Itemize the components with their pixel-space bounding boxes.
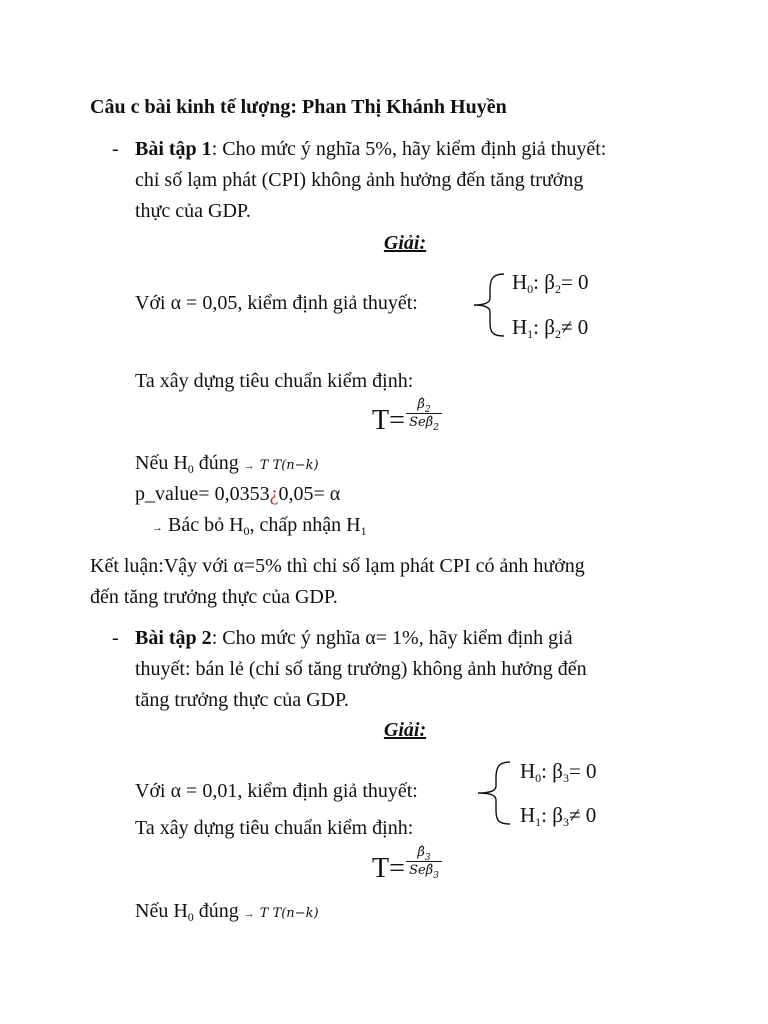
fraction-denominator: $Se\betâ_3$ bbox=[409, 863, 439, 881]
h0-letter: H bbox=[512, 270, 528, 294]
h0-sub: 0 bbox=[527, 282, 534, 296]
hypothesis-h1-1 bbox=[512, 315, 589, 341]
exercise-1-label: Bài tập 1 bbox=[135, 138, 212, 160]
list-dash: - bbox=[112, 627, 119, 649]
conclusion-line-1: Kết luận:Vậy với α=5% thì chỉ số lạm phát CPI có ảnh hưởng bbox=[90, 555, 585, 577]
h0-beta: : β bbox=[541, 759, 563, 783]
h1-sub: 1 bbox=[535, 815, 542, 829]
exercise-2-label: Bài tập 2 bbox=[135, 627, 212, 649]
h1-beta: : β bbox=[541, 803, 563, 827]
solution-heading-2: Giải: bbox=[383, 719, 427, 741]
if-h0-true-1: Nếu $H_0$ đúng → T T(n−k) bbox=[135, 452, 319, 476]
t-equals-2: T= bbox=[372, 853, 405, 884]
h0-beta-sub: 3 bbox=[562, 771, 569, 785]
implies-arrow-icon: → bbox=[152, 522, 163, 534]
exercise-2-line-1 bbox=[135, 628, 573, 648]
test-statistic-intro-1: Ta xây dựng tiêu chuẩn kiểm định: bbox=[135, 370, 414, 392]
h1-beta: : β bbox=[533, 315, 555, 339]
exercise-2-line-2: thuyết: bán lẻ (chỉ số tăng trưởng) không ảnh hưởng đến bbox=[135, 658, 587, 680]
h0-value: = 0 bbox=[560, 270, 589, 294]
hypothesis-h0-2 bbox=[520, 759, 597, 785]
t-fraction-1 bbox=[406, 397, 442, 433]
hypothesis-h0-1 bbox=[512, 270, 589, 296]
conclusion-line-2: đến tăng trưởng thực của GDP. bbox=[90, 586, 338, 608]
h0-beta-sub: 2 bbox=[554, 282, 561, 296]
t-distribution-2: T T(n−k) bbox=[259, 906, 319, 921]
test-statistic-intro-2: Ta xây dựng tiêu chuẩn kiểm định: bbox=[135, 817, 414, 839]
h1-value: ≠ 0 bbox=[568, 803, 597, 827]
h1-beta-sub: 3 bbox=[562, 815, 569, 829]
h1-value: ≠ 0 bbox=[560, 315, 589, 339]
if-h0-true-2: Nếu $H_0$ đúng → T T(n−k) bbox=[135, 900, 319, 924]
h1-letter: H bbox=[512, 315, 528, 339]
h1-letter: H bbox=[520, 803, 536, 827]
h0-letter: H bbox=[520, 759, 536, 783]
decision-1: → Bác bỏ $H_0$, chấp nhận $H_1$ bbox=[152, 514, 367, 538]
hypothesis-h1-2 bbox=[520, 803, 597, 829]
document-title: Câu c bài kinh tế lượng: Phan Thị Khánh Huyền bbox=[90, 96, 507, 118]
exercise-1-line-1 bbox=[135, 139, 606, 159]
t-fraction-2 bbox=[406, 845, 442, 881]
h1-beta-sub: 2 bbox=[554, 327, 561, 341]
p-value-1: p_value= 0,0353¿0,05= α bbox=[135, 483, 341, 505]
solution-heading-1: Giải: bbox=[383, 232, 427, 254]
fraction-denominator: $Se\betâ_2$ bbox=[409, 415, 439, 433]
hypothesis-intro-1: Với α = 0,05, kiểm định giả thuyết: bbox=[135, 292, 418, 314]
implies-arrow-icon: → bbox=[243, 908, 255, 920]
brace-2-icon bbox=[470, 758, 512, 828]
t-equals-1: T= bbox=[372, 405, 405, 436]
h0-value: = 0 bbox=[568, 759, 597, 783]
hypothesis-intro-2: Với α = 0,01, kiểm định giả thuyết: bbox=[135, 780, 418, 802]
h0-beta: : β bbox=[533, 270, 555, 294]
t-distribution-1: T T(n−k) bbox=[259, 458, 319, 473]
implies-arrow-icon: → bbox=[243, 460, 255, 472]
exercise-1-line-2: chỉ số lạm phát (CPI) không ảnh hưởng đến tăng trưởng bbox=[135, 169, 584, 191]
exercise-1-text-1: : Cho mức ý nghĩa 5%, hãy kiểm định giả thuyết: bbox=[211, 138, 607, 160]
fraction-numerator: $\betâ_2$ bbox=[417, 397, 431, 415]
fraction-numerator: $\betâ_3$ bbox=[417, 845, 431, 863]
brace-1-icon bbox=[466, 270, 506, 340]
exercise-2-line-3: tăng trưởng thực của GDP. bbox=[135, 689, 349, 711]
exercise-2-text-1: : Cho mức ý nghĩa α= 1%, hãy kiểm định giả bbox=[211, 627, 573, 649]
list-dash: - bbox=[112, 138, 119, 160]
h0-sub: 0 bbox=[535, 771, 542, 785]
exercise-1-line-3: thực của GDP. bbox=[135, 200, 251, 222]
h1-sub: 1 bbox=[527, 327, 534, 341]
